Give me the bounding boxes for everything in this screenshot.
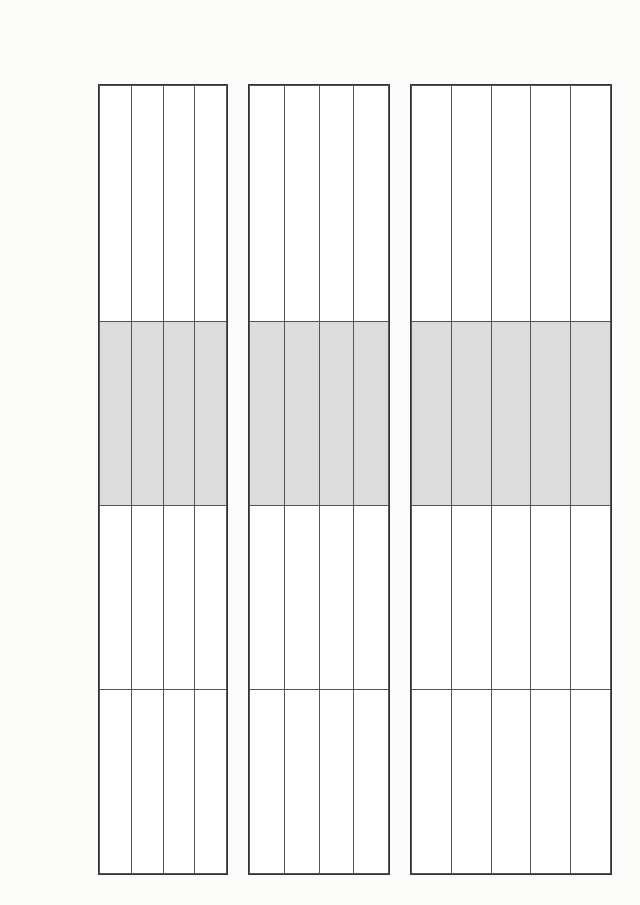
table-row <box>412 690 611 874</box>
table-row <box>250 322 389 506</box>
table-header-row <box>250 86 389 322</box>
table-row <box>412 322 611 506</box>
table <box>99 85 227 874</box>
table <box>249 85 389 874</box>
table-header-row <box>412 86 611 322</box>
table-row <box>250 506 389 690</box>
table <box>411 85 611 874</box>
table-row <box>250 690 389 874</box>
section-table-middle <box>248 84 390 875</box>
section-table-left <box>98 84 228 875</box>
table-row <box>100 322 227 506</box>
table-row <box>100 506 227 690</box>
table-header-row <box>100 86 227 322</box>
table-row <box>100 690 227 874</box>
table-row <box>412 506 611 690</box>
section-table-right <box>410 84 612 875</box>
